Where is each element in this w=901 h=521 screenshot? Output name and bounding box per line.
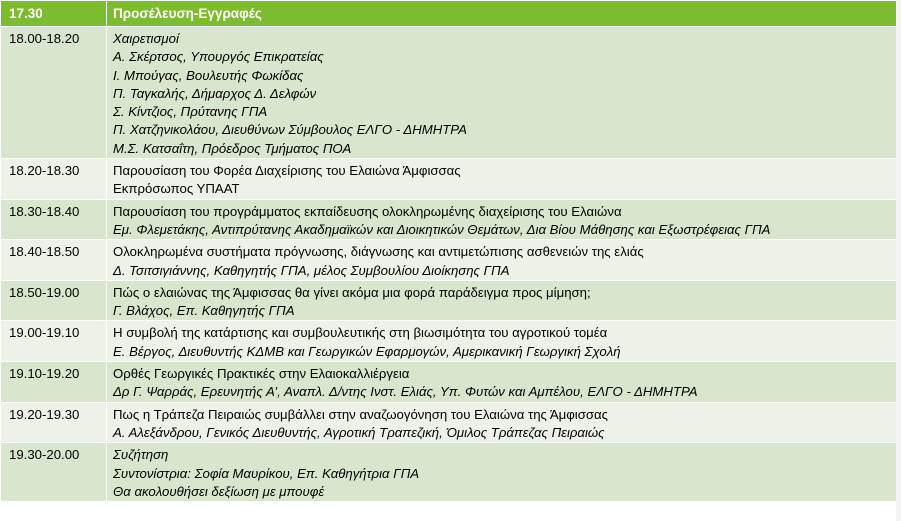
header-time: 17.30 <box>1 1 107 27</box>
session-time: 19.20-19.30 <box>1 402 107 443</box>
session-time: 18.50-19.00 <box>1 280 107 321</box>
schedule-row <box>1 362 897 403</box>
session-time: 19.10-19.20 <box>1 362 107 403</box>
session-line: Μ.Σ. Κατσαΐτη, Πρόεδρος Τμήματος ΠΟΑ <box>113 140 352 156</box>
session-line: Α. Σκέρτσος, Υπουργός Επικρατείας <box>113 49 324 65</box>
schedule-row <box>1 321 897 362</box>
schedule-row <box>1 280 897 321</box>
schedule-row <box>1 402 897 443</box>
session-line: Δρ Γ. Ψαρράς, Ερευνητής Α’, Αναπλ. Δ/ντης Ινστ. Ελιάς, Υπ. Φυτών και Αμπέλου, ΕΛΓΟ - ΔΗΜΗΤΡΑ <box>113 384 698 400</box>
session-title: Χαιρετισμοί <box>113 31 179 46</box>
schedule-row <box>1 240 897 281</box>
right-edge <box>896 0 901 521</box>
schedule-row <box>1 27 897 159</box>
schedule-body <box>1 1 897 502</box>
session-title: Συζήτηση <box>113 447 169 463</box>
schedule-row <box>1 199 897 240</box>
session-time: 19.30-20.00 <box>1 443 107 502</box>
session-time: 18.30-18.40 <box>1 199 107 240</box>
session-line: Συντονίστρια: Σοφία Μαυρίκου, Επ. Καθηγήτρια ΓΠΑ <box>113 465 420 481</box>
session-line: Π. Χατζηνικολάου, Διευθύνων Σύμβουλος ΕΛΓΟ - ΔΗΜΗΤΡΑ <box>113 122 467 138</box>
session-title: Παρουσίαση του Φορέα Διαχείρισης του Ελαιώνα Άμφισσας <box>113 163 461 179</box>
header-row <box>1 1 897 27</box>
session-title: Ολοκληρωμένα συστήματα πρόγνωσης, διάγνωσης και αντιμετώπισης ασθενειών της ελιάς <box>113 244 644 260</box>
session-details <box>107 27 897 159</box>
session-title: Η συμβολή της κατάρτισης και συμβουλευτικής στη βιωσιμότητα του αγροτικού τομέα <box>113 325 608 341</box>
schedule-row <box>1 443 897 502</box>
session-line: Θα ακολουθήσει δεξίωση με μπουφέ <box>113 483 325 499</box>
schedule-row <box>1 159 897 200</box>
session-details <box>107 280 897 321</box>
session-details <box>107 321 897 362</box>
session-time: 19.00-19.10 <box>1 321 107 362</box>
header-title: Προσέλευση-Εγγραφές <box>107 1 897 27</box>
session-line: Σ. Κίντζιος, Πρύτανης ΓΠΑ <box>113 104 268 120</box>
session-details <box>107 362 897 403</box>
session-title: Πως η Τράπεζα Πειραιώς συμβάλλει στην αναζωογόνηση του Ελαιώνα της Άμφισσας <box>113 406 608 422</box>
session-title: Παρουσίαση του προγράμματος εκπαίδευσης ολοκληρωμένης διαχείρισης του Ελαιώνα <box>113 203 622 219</box>
session-time: 18.00-18.20 <box>1 27 107 159</box>
session-line: Α. Αλεξάνδρου, Γενικός Διευθυντής, Αγροτική Τραπεζική, Όμιλος Τράπεζας Πειραιώς <box>113 424 605 440</box>
session-line: Εμ. Φλεμετάκης, Αντιπρύτανης Ακαδημαϊκών και Διοικητικών Θεμάτων, Δια Βίου Μάθησης και Εξωστρέφειας ΓΠΑ <box>113 221 771 237</box>
session-details <box>107 402 897 443</box>
session-details <box>107 159 897 200</box>
session-line: Γ. Βλάχος, Επ. Καθηγητής ΓΠΑ <box>113 303 295 319</box>
session-details <box>107 240 897 281</box>
session-line: Δ. Τσιτσιγιάννης, Καθηγητής ΓΠΑ, μέλος Συμβουλίου Διοίκησης ΓΠΑ <box>113 262 510 278</box>
session-line: Ι. Μπούγας, Βουλευτής Φωκίδας <box>113 67 304 83</box>
session-time: 18.40-18.50 <box>1 240 107 281</box>
session-time: 18.20-18.30 <box>1 159 107 200</box>
session-line: Εκπρόσωπος ΥΠΑΑΤ <box>113 181 240 197</box>
session-title: Πώς ο ελαιώνας της Άμφισσας θα γίνει ακόμα μια φορά παράδειγμα προς μίμηση; <box>113 284 591 300</box>
session-line: Π. Ταγκαλής, Δήμαρχος Δ. Δελφών <box>113 85 317 101</box>
session-title: Ορθές Γεωργικές Πρακτικές στην Ελαιοκαλλιέργεια <box>113 366 410 382</box>
session-line: Ε. Βέργος, Διευθυντής ΚΔΜΒ και Γεωργικών Εφαρμογών, Αμερικανική Γεωργική Σχολή <box>113 343 621 359</box>
session-details <box>107 199 897 240</box>
session-details <box>107 443 897 502</box>
